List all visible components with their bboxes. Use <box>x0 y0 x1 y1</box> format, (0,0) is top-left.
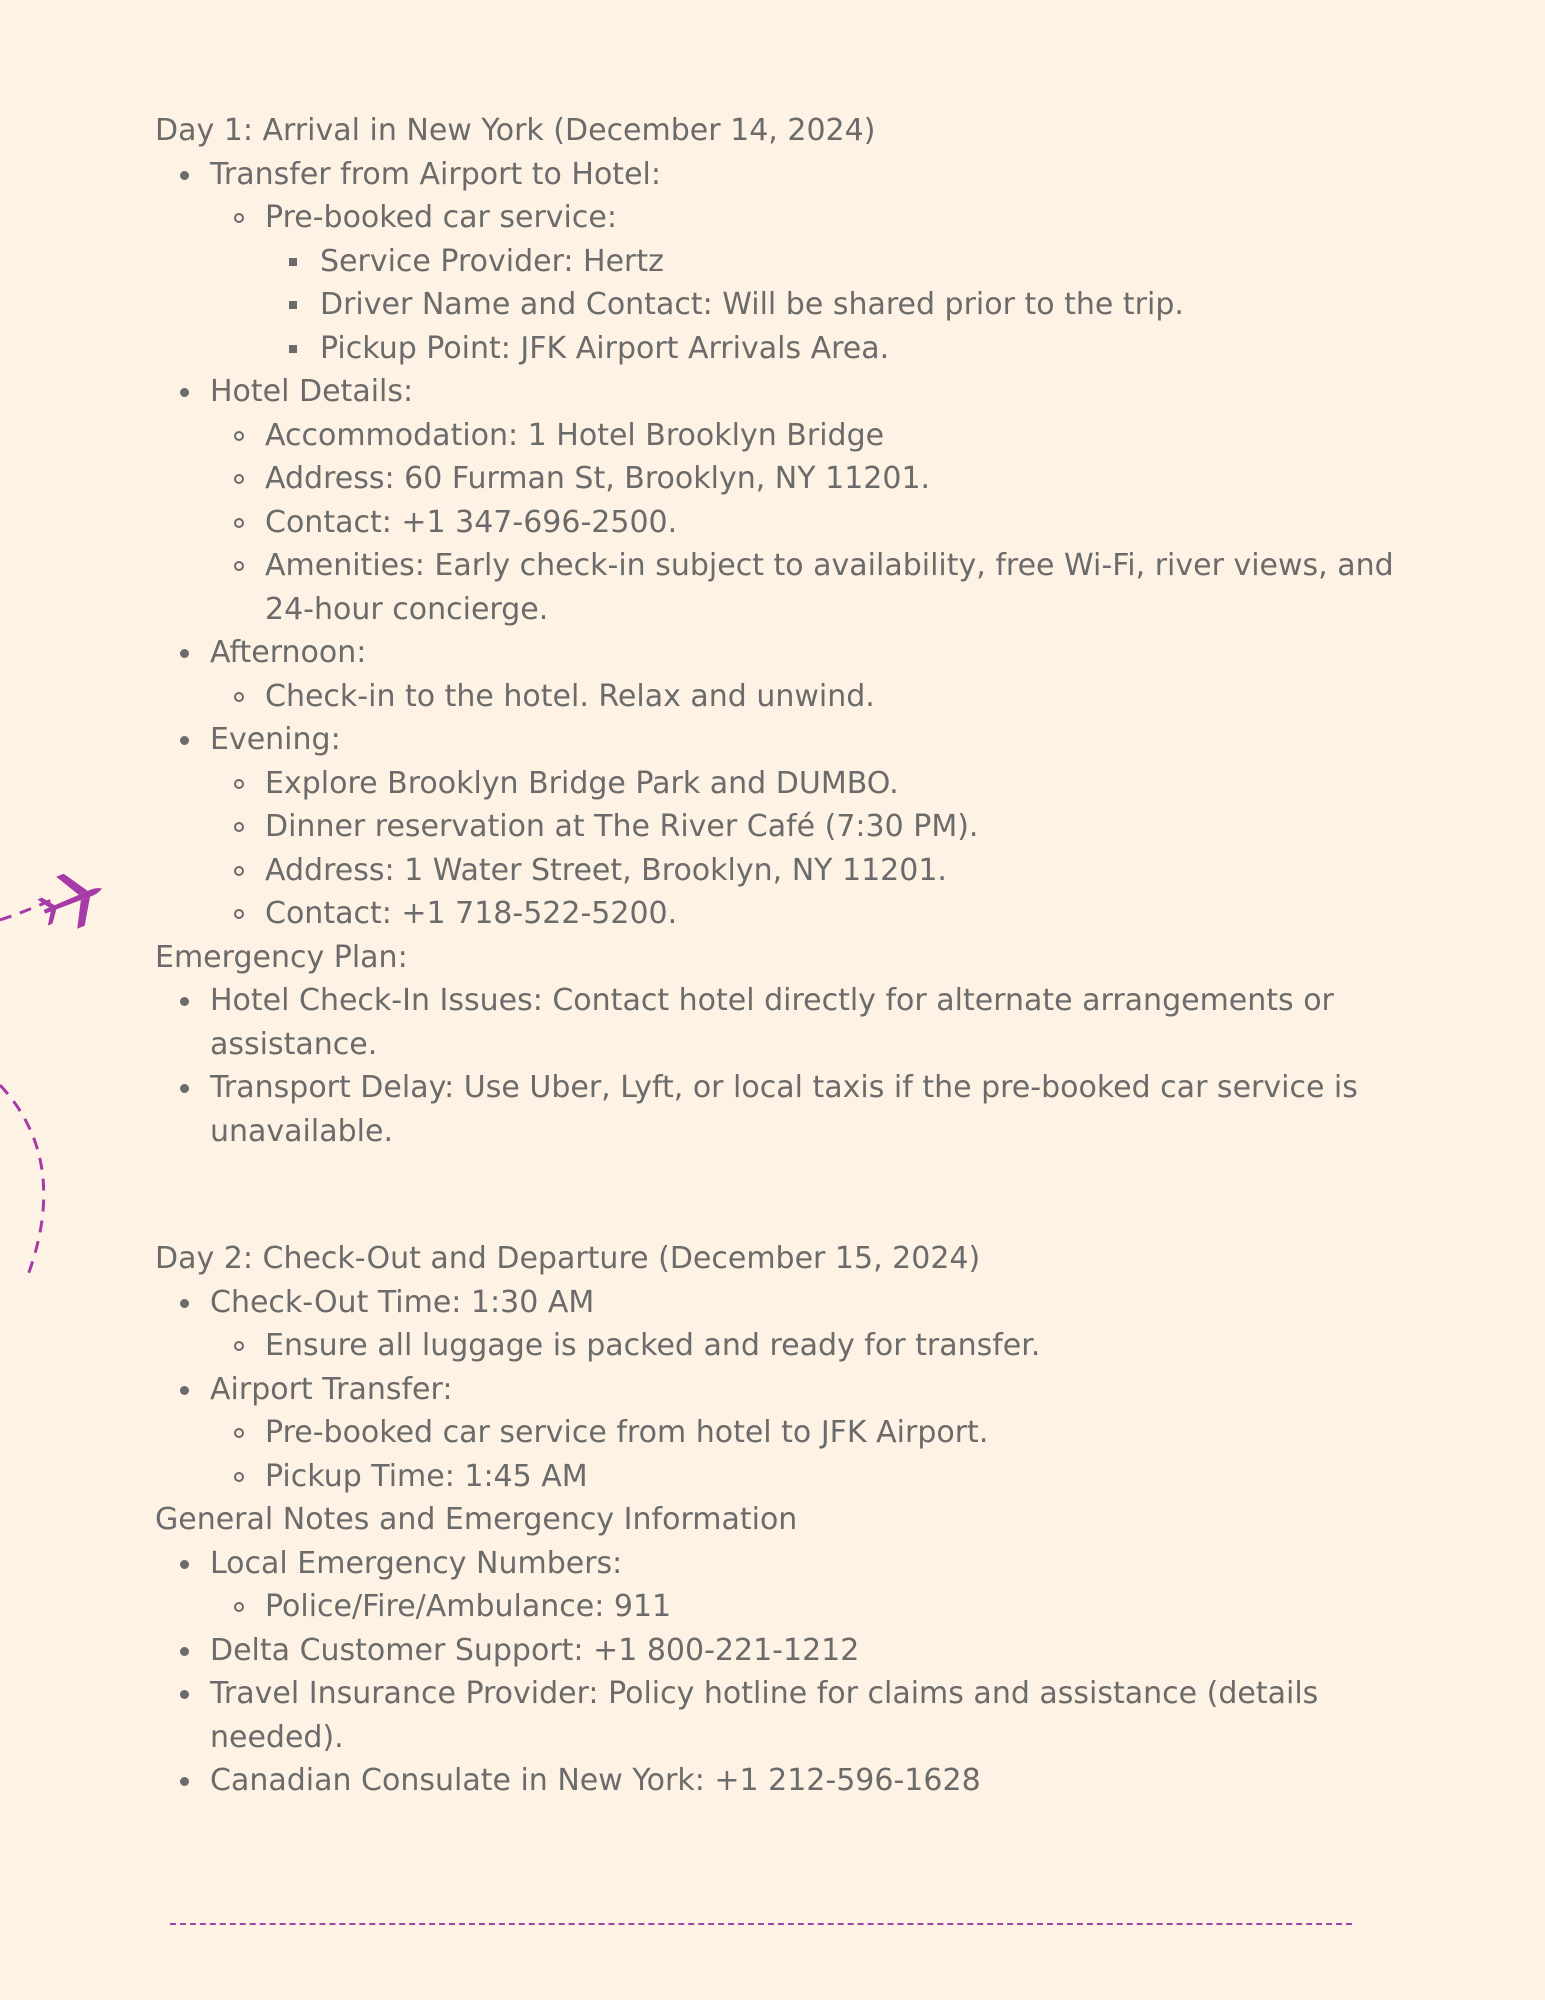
list-item: Amenities: Early check-in subject to availability, free Wi-Fi, river views, and 24-hour concierge. <box>210 544 1425 631</box>
list-item: Transfer from Airport to Hotel: Pre-booked car service: Service Provider: Hertz Driver Name and Contact: Will be shared prior to the trip. Pickup Point: JFK Airport Arrivals Area. <box>155 153 1425 371</box>
itinerary-document <box>155 109 1425 1803</box>
list-item: Airport Transfer: Pre-booked car service from hotel to JFK Airport. Pickup Time: 1:45 AM <box>155 1368 1425 1499</box>
list-item: Dinner reservation at The River Café (7:30 PM). <box>210 805 1425 849</box>
list-item: Pre-booked car service: Service Provider: Hertz Driver Name and Contact: Will be shared prior to the trip. Pickup Point: JFK Airport Arrivals Area. <box>210 196 1425 370</box>
list-item: Hotel Check-In Issues: Contact hotel directly for alternate arrangements or assistance. <box>155 979 1425 1066</box>
list-item: Police/Fire/Ambulance: 911 <box>210 1585 1425 1629</box>
list-item: Driver Name and Contact: Will be shared prior to the trip. <box>265 283 1425 327</box>
list-item: Afternoon: Check-in to the hotel. Relax and unwind. <box>155 631 1425 718</box>
day1-list <box>155 153 1425 936</box>
list-item: Address: 60 Furman St, Brooklyn, NY 11201. <box>210 457 1425 501</box>
list-item: Check-in to the hotel. Relax and unwind. <box>210 675 1425 719</box>
list-item: Address: 1 Water Street, Brooklyn, NY 11201. <box>210 849 1425 893</box>
list-item: Delta Customer Support: +1 800-221-1212 <box>155 1629 1425 1673</box>
list-item: Ensure all luggage is packed and ready for transfer. <box>210 1324 1425 1368</box>
emergency-plan-list <box>155 979 1425 1153</box>
general-notes-heading: General Notes and Emergency Information <box>155 1502 798 1537</box>
dashed-flight-path-arc <box>0 1085 44 1275</box>
list-item: Pickup Point: JFK Airport Arrivals Area. <box>265 327 1425 371</box>
day1-heading: Day 1: Arrival in New York (December 14, 2024) <box>155 113 876 148</box>
dashed-flight-path <box>0 897 58 920</box>
list-item: Explore Brooklyn Bridge Park and DUMBO. <box>210 762 1425 806</box>
day2-list <box>155 1281 1425 1499</box>
list-item: Pickup Time: 1:45 AM <box>210 1455 1425 1499</box>
list-item: Pre-booked car service from hotel to JFK Airport. <box>210 1411 1425 1455</box>
list-item: Hotel Details: Accommodation: 1 Hotel Brooklyn Bridge Address: 60 Furman St, Brooklyn, NY 11201. Contact: +1 347-696-2500. Amenities: Early check-in subject to availability, free Wi-Fi, river views, and 24-hour concierge. <box>155 370 1425 631</box>
list-item: Evening: Explore Brooklyn Bridge Park and DUMBO. Dinner reservation at The River Café (7:30 PM). Address: 1 Water Street, Brooklyn, NY 11201. Contact: +1 718-522-5200. <box>155 718 1425 936</box>
emergency-plan-heading: Emergency Plan: <box>155 939 408 975</box>
general-notes-list <box>155 1542 1425 1803</box>
list-item: Contact: +1 347-696-2500. <box>210 501 1425 545</box>
list-item: Check-Out Time: 1:30 AM Ensure all luggage is packed and ready for transfer. <box>155 1281 1425 1368</box>
airplane-icon <box>32 863 112 939</box>
list-item: Service Provider: Hertz <box>265 240 1425 284</box>
list-item: Accommodation: 1 Hotel Brooklyn Bridge <box>210 414 1425 458</box>
footer-divider <box>170 1923 1352 1925</box>
list-item: Transport Delay: Use Uber, Lyft, or local taxis if the pre-booked car service is unavailable. <box>155 1066 1425 1153</box>
list-item: Local Emergency Numbers: Police/Fire/Ambulance: 911 <box>155 1542 1425 1629</box>
day2-heading: Day 2: Check-Out and Departure (December 15, 2024) <box>155 1241 981 1276</box>
list-item: Canadian Consulate in New York: +1 212-596-1628 <box>155 1759 1425 1803</box>
list-item: Contact: +1 718-522-5200. <box>210 892 1425 936</box>
list-item: Travel Insurance Provider: Policy hotline for claims and assistance (details needed). <box>155 1672 1425 1759</box>
